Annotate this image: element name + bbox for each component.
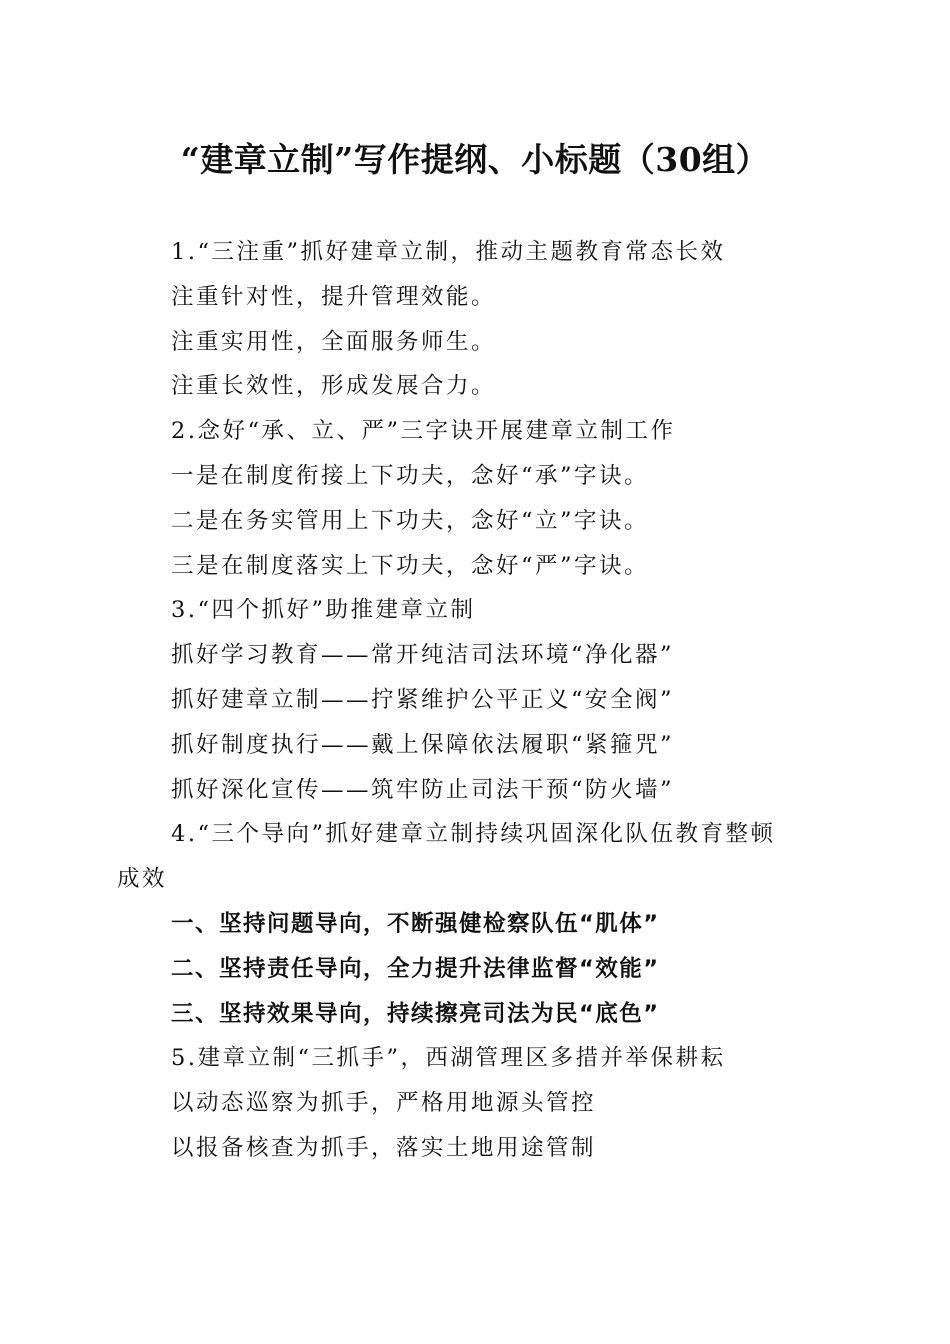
document-title: “建章立制”写作提纲、小标题（30组） xyxy=(180,140,770,179)
outline-item: 一是在制度衔接上下功夫，念好“承”字诀。 xyxy=(171,462,650,489)
outline-item: 抓好学习教育——常开纯洁司法环境“净化器” xyxy=(171,642,675,669)
document-body xyxy=(117,230,837,1171)
outline-heading-2: 2.念好“承、立、严”三字诀开展建章立制工作 xyxy=(171,418,676,445)
outline-item: 抓好深化宣传——筑牢防止司法干预“防火墙” xyxy=(171,776,675,803)
outline-item: 以报备核查为抓手，落实土地用途管制 xyxy=(171,1134,597,1161)
outline-item: 注重针对性，提升管理效能。 xyxy=(171,283,497,310)
outline-item: 抓好制度执行——戴上保障依法履职“紧箍咒” xyxy=(171,731,675,758)
outline-item: 以动态巡察为抓手，严格用地源头管控 xyxy=(171,1090,597,1117)
outline-heading-3: 3.“四个抓好”助推建章立制 xyxy=(171,597,476,624)
outline-item-bold: 二、坚持责任导向，全力提升法律监督“效能” xyxy=(171,955,660,982)
outline-item: 三是在制度落实上下功夫，念好“严”字诀。 xyxy=(171,552,650,579)
outline-heading-4-continued: 成效 xyxy=(117,866,168,893)
outline-item: 注重长效性，形成发展合力。 xyxy=(171,373,497,400)
outline-item: 抓好建章立制——拧紧维护公平正义“安全阀” xyxy=(171,686,675,713)
outline-heading-5: 5.建章立制“三抓手”，西湖管理区多措并举保耕耘 xyxy=(171,1045,726,1072)
outline-item: 注重实用性，全面服务师生。 xyxy=(171,328,497,355)
outline-heading-1: 1.“三注重”抓好建章立制，推动主题教育常态长效 xyxy=(171,239,726,265)
outline-heading-4: 4.“三个导向”抓好建章立制持续巩固深化队伍教育整顿 xyxy=(171,821,776,848)
outline-item-bold: 三、坚持效果导向，持续擦亮司法为民“底色” xyxy=(171,1000,660,1027)
outline-item: 二是在务实管用上下功夫，念好“立”字诀。 xyxy=(171,507,650,534)
outline-item-bold: 一、坚持问题导向，不断强健检察队伍“肌体” xyxy=(171,910,660,937)
